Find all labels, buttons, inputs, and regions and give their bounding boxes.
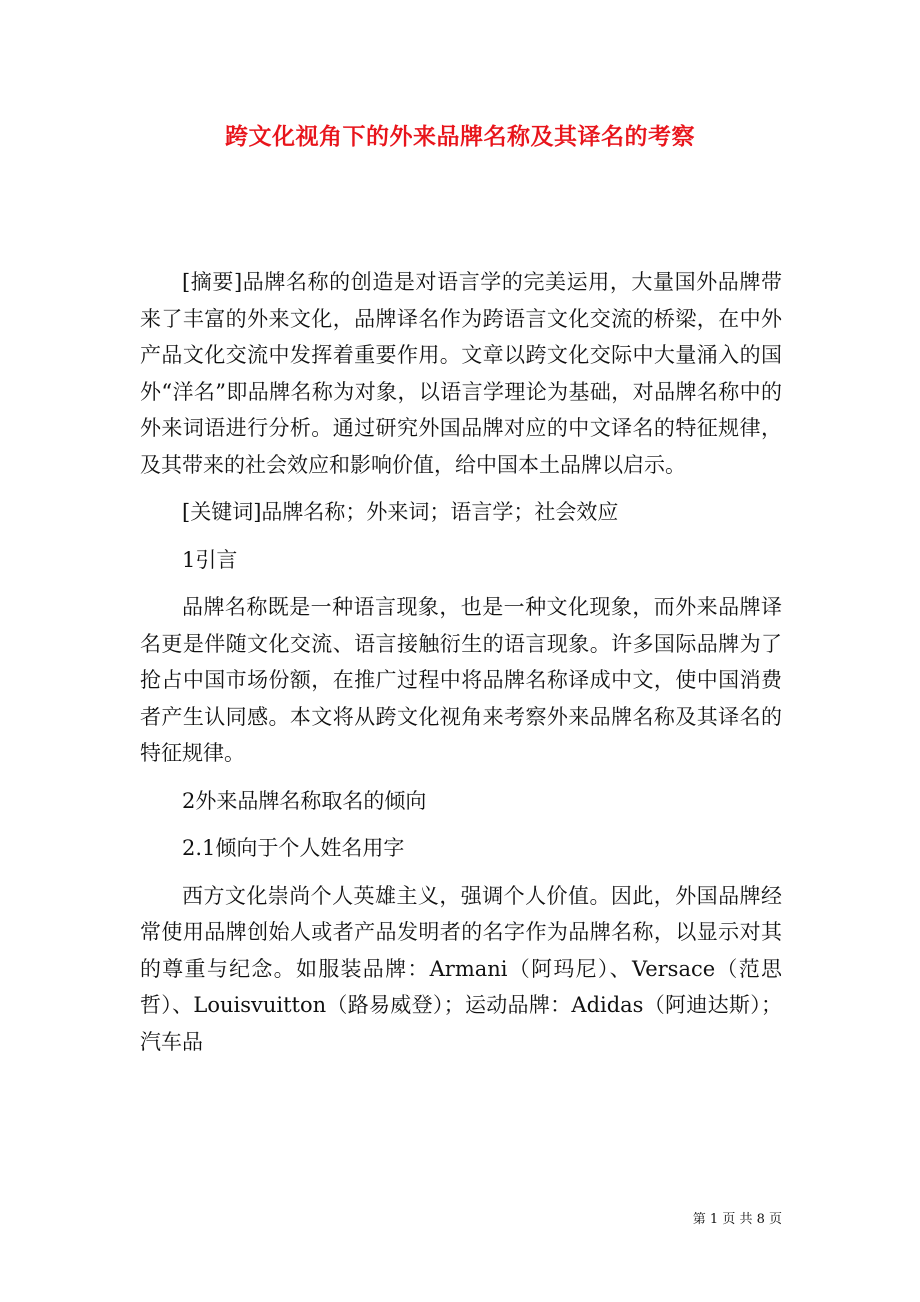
keywords-paragraph: [关键词]品牌名称；外来词；语言学；社会效应: [182, 500, 619, 524]
introduction-paragraph: 品牌名称既是一种语言现象，也是一种文化现象，而外来品牌译名更是伴随文化交流、语言接触衍生的语言现象。许多国际品牌为了抢占中国市场份额，在推广过程中将品牌名称译成中文，使中国消费者产生认同感。本文将从跨文化视角来考察外来品牌名称及其译名的特征规律。: [140, 595, 782, 765]
subsection-heading-personal-names: 2.1倾向于个人姓名用字: [182, 836, 405, 860]
document-title: 跨文化视角下的外来品牌名称及其译名的考察: [225, 123, 695, 150]
page-number-footer: 第 1 页 共 8 页: [692, 1212, 782, 1227]
personal-names-paragraph: 西方文化崇尚个人英雄主义，强调个人价值。因此，外国品牌经常使用品牌创始人或者产品发明者的名字作为品牌名称，以显示对其的尊重与纪念。如服装品牌：Armani（阿玛尼）、Versace（范思哲）、Louisvuitton（路易威登）；运动品牌：Adidas（阿迪达斯）；汽车品: [140, 883, 782, 1054]
section-heading-introduction: 1引言: [182, 547, 238, 572]
document-body: [140, 264, 782, 1071]
section-heading-naming-tendency: 2外来品牌名称取名的倾向: [182, 788, 427, 813]
abstract-paragraph: [摘要]品牌名称的创造是对语言学的完美运用，大量国外品牌带来了丰富的外来文化，品牌译名作为跨语言文化交流的桥梁，在中外产品文化交流中发挥着重要作用。文章以跨文化交际中大量涌入的国外“洋名”即品牌名称为对象，以语言学理论为基础，对品牌名称中的外来词语进行分析。通过研究外国品牌对应的中文译名的特征规律，及其带来的社会效应和影响价值，给中国本土品牌以启示。: [140, 270, 782, 477]
